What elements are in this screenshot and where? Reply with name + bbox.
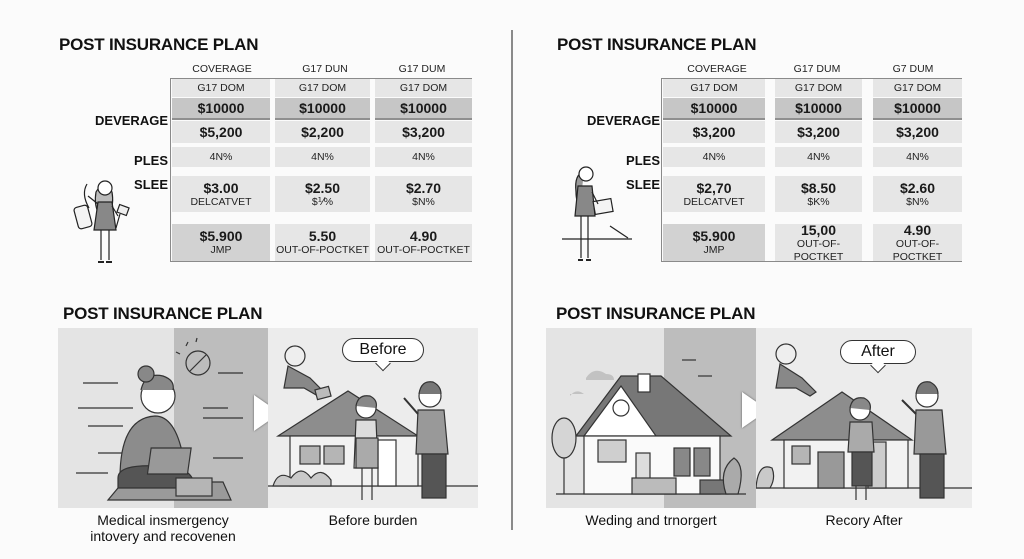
- cell-text: $10000: [690, 100, 738, 116]
- caption-recovery-after: Recory After: [825, 512, 903, 528]
- table-cell: [775, 147, 862, 167]
- woman-with-document-icon: [562, 160, 642, 268]
- table-cell: [775, 79, 862, 97]
- table-cell: [775, 98, 862, 120]
- cell-value: $2,70: [696, 179, 732, 196]
- cell-value: $2.70: [405, 179, 442, 196]
- table-cell: [663, 121, 765, 143]
- cell-text: G17 DOM: [893, 82, 942, 94]
- cell-value: $8.50: [800, 179, 837, 196]
- cell-text: $3,200: [692, 124, 736, 140]
- cell-text: $10000: [795, 100, 842, 116]
- before-scene-panel: [268, 328, 478, 508]
- table-cell: [873, 221, 962, 263]
- left-scene-title: POST INSURANCE PLAN: [63, 304, 263, 323]
- table-cell: [663, 224, 765, 261]
- cell-label: DELCATVET: [190, 195, 252, 208]
- cell-value: $5.900: [692, 228, 736, 244]
- cell-text: $10000: [197, 100, 245, 116]
- damaged-house-scene-panel: [546, 328, 756, 508]
- table-cell: [873, 79, 962, 97]
- cell-text: 4N%: [412, 151, 435, 163]
- table-cell: [775, 176, 862, 212]
- after-scene-panel: [756, 328, 972, 508]
- cell-text: 4N%: [209, 151, 233, 163]
- cell-text: $3,200: [797, 124, 840, 140]
- cell-text: G17 DOM: [690, 82, 738, 94]
- cell-text: $10000: [400, 100, 447, 116]
- cell-value: $5.900: [199, 228, 243, 244]
- row-label-slee: SLEE: [626, 177, 660, 192]
- cell-label: OUT-OF-POCTKET: [276, 244, 369, 256]
- table-cell: [663, 98, 765, 120]
- table-cell: [873, 121, 962, 143]
- cell-label: JMP: [703, 244, 725, 256]
- table-cell: [775, 221, 862, 263]
- table-cell: [873, 147, 962, 167]
- column-header: G17 DUM: [398, 63, 446, 75]
- cell-label: OUT-OF-POCTKET: [892, 237, 943, 263]
- cell-value: $2.60: [899, 179, 936, 196]
- row-label-slee: SLEE: [134, 177, 168, 192]
- cell-text: G17 DOM: [399, 82, 448, 94]
- emergency-scene-panel: [58, 328, 268, 508]
- cell-value: $2.50: [304, 179, 341, 196]
- caption-medical-emergency: [58, 512, 268, 544]
- column-header: COVERAGE: [687, 63, 747, 75]
- caption-wedding-transport: Weding and trnorgert: [585, 512, 717, 528]
- table-cell: [873, 176, 962, 212]
- cell-label: DELCATVET: [683, 195, 745, 208]
- cell-label: OUT-OF-POCTKET: [793, 237, 844, 263]
- cell-label: JMP: [210, 244, 232, 256]
- column-header: G7 DUM: [892, 63, 934, 75]
- table-cell: [775, 121, 862, 143]
- column-header: COVERAGE: [192, 63, 252, 75]
- cell-text: $10000: [299, 100, 346, 116]
- cell-text: 4N%: [702, 151, 726, 163]
- column-header: G17 DUN: [302, 63, 348, 75]
- table-cell: [663, 79, 765, 97]
- right-table-title: POST INSURANCE PLAN: [557, 35, 757, 54]
- caption-before-burden: Before burden: [328, 512, 418, 528]
- cell-value: 15,00: [800, 221, 837, 238]
- cell-text: 4N%: [906, 151, 929, 163]
- before-speech-bubble: Before: [342, 338, 424, 362]
- cell-value: 5.50: [308, 228, 337, 244]
- cell-value: $3.00: [203, 179, 239, 196]
- left-table-title: POST INSURANCE PLAN: [59, 35, 259, 54]
- after-speech-bubble: After: [840, 340, 916, 364]
- column-header: G17 DUM: [793, 63, 841, 75]
- row-label-ples: PLES: [134, 153, 168, 168]
- woman-at-laptop-illustration: [58, 328, 268, 508]
- table-cell: [873, 98, 962, 120]
- cell-text: G17 DOM: [298, 82, 347, 94]
- cell-label: $N%: [412, 195, 435, 208]
- cell-text: $3,200: [896, 124, 939, 140]
- cell-text: 4N%: [311, 151, 334, 163]
- cell-label: $N%: [906, 195, 929, 208]
- cell-text: G17 DOM: [794, 82, 843, 94]
- cell-label: $K%: [807, 195, 830, 208]
- caption-line: intovery and recovenen: [90, 528, 236, 544]
- cell-text: 4N%: [807, 151, 830, 163]
- cell-text: $2,200: [301, 124, 344, 140]
- caption-line: Medical insmergency: [97, 512, 229, 528]
- row-label-ples: PLES: [626, 153, 660, 168]
- cell-label: OUT-OF-POCTKET: [377, 244, 470, 256]
- cell-text: $10000: [894, 100, 941, 116]
- right-scene-title: POST INSURANCE PLAN: [556, 304, 756, 323]
- arrow-right-icon: [254, 395, 268, 431]
- arrow-right-icon: [742, 392, 756, 428]
- cell-text: G17 DOM: [197, 82, 245, 94]
- damaged-house-illustration: [546, 328, 756, 508]
- table-cell: [663, 176, 765, 212]
- cell-text: $3,200: [402, 124, 445, 140]
- row-label-deverage: DEVERAGE: [587, 113, 660, 128]
- cell-text: $5,200: [199, 124, 243, 140]
- cell-value: 4.90: [409, 228, 438, 244]
- row-label-deverage: DEVERAGE: [95, 113, 168, 128]
- table-cell: [663, 147, 765, 167]
- cell-value: 4.90: [903, 221, 932, 238]
- cell-label: $⅟%: [311, 195, 334, 208]
